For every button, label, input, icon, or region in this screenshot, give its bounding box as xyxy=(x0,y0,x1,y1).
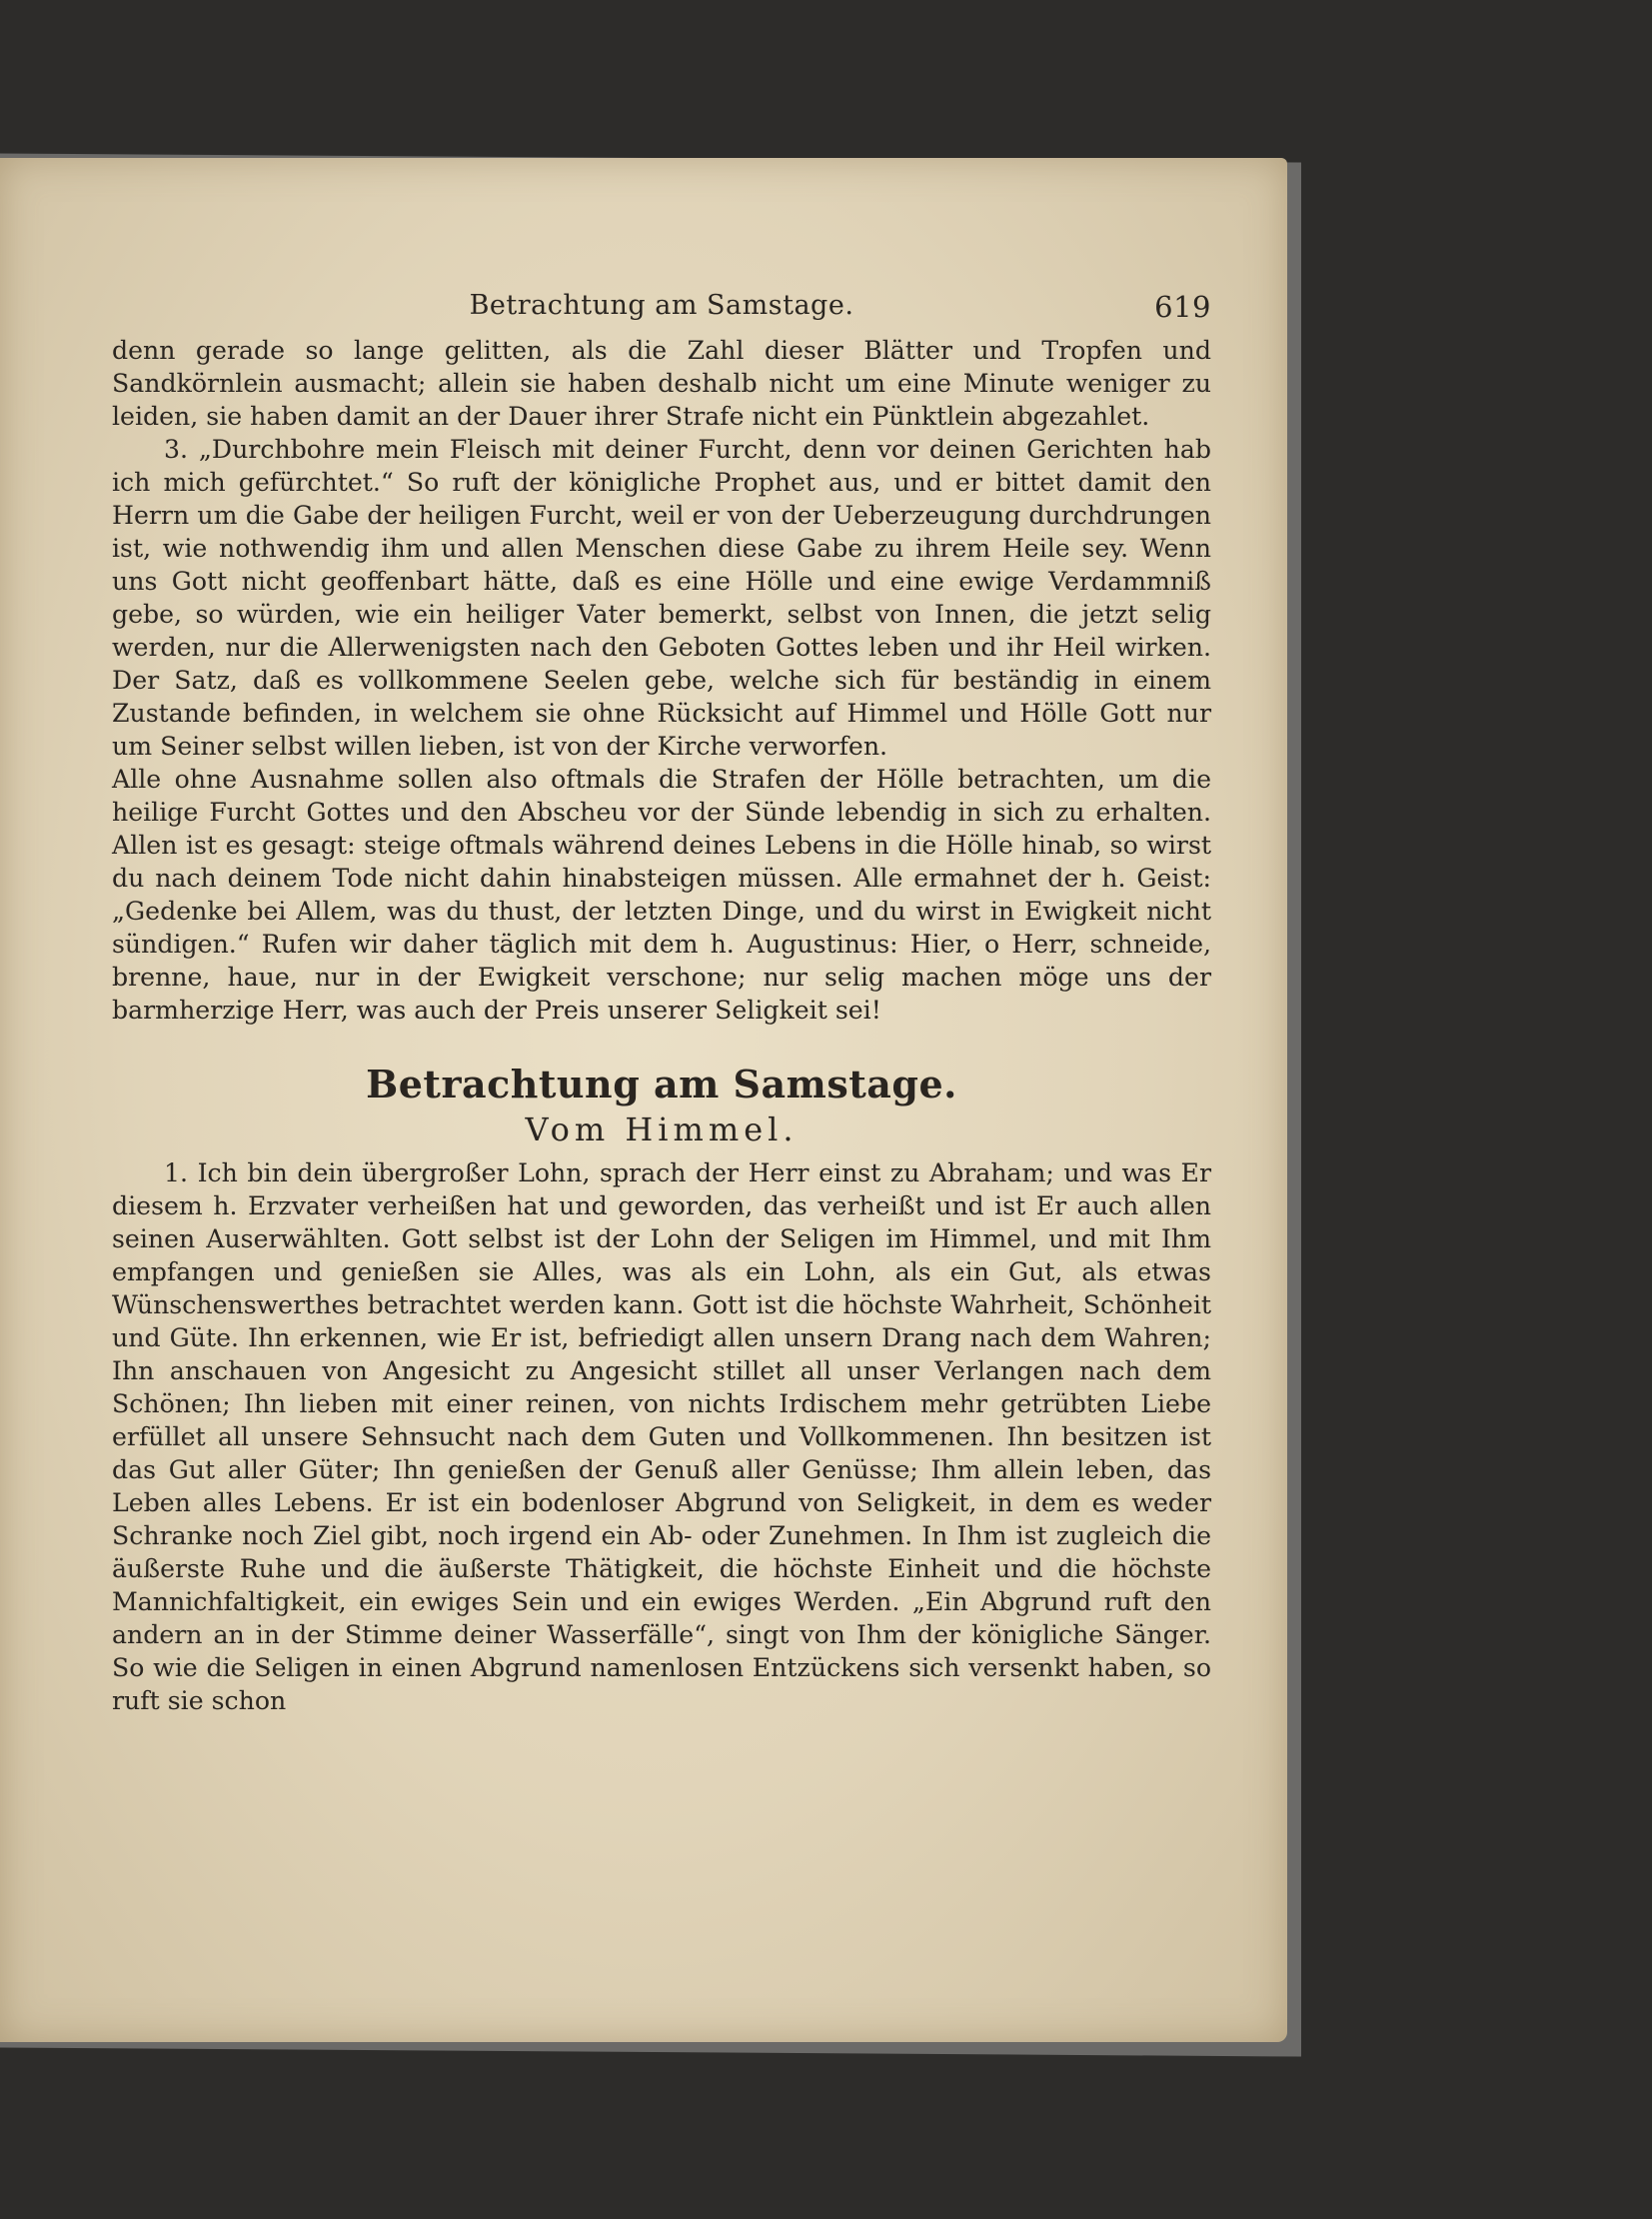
running-head xyxy=(112,284,1211,334)
paragraph-alle: Alle ohne Ausnahme sollen also oftmals die Strafen der Hölle betrachten, um die heilige Furcht Gottes und den Abscheu vor der Sünde lebendig in sich zu erhalten. Allen ist es gesagt: steige oftmals während deines Lebens in die Hölle hinab, so wirst du nach deinem Tode nicht dahin hinabsteigen müssen. Alle ermahnet der h. Geist: „Gedenke bei Allem, was du thust, der letzten Dinge, und du wirst in Ewigkeit nicht sündigen.“ Rufen wir daher täglich mit dem h. Augustinus: Hier, o Herr, schneide, brenne, haue, nur in der Ewigkeit verschone; nur selig machen möge uns der barmherzige Herr, was auch der Preis unserer Seligkeit sei! xyxy=(112,765,1211,1025)
page-content xyxy=(112,284,1211,1717)
running-head-title: Betrachtung am Samstage. xyxy=(469,290,854,321)
section-subtitle: Vom Himmel. xyxy=(525,1110,799,1148)
paragraph-1: 1. Ich bin dein übergroßer Lohn, sprach der Herr einst zu Abraham; und was Er diesem h. Erzvater verheißen hat und geworden, das verheißt und ist Er auch allen seinen Auserwählten. Gott selbst ist der Lohn der Seligen im Himmel, und mit Ihm empfangen und genießen sie Alles, was als ein Lohn, als ein Gut, als etwas Wünschenswerthes betrachtet werden kann. Gott ist die höchste Wahrheit, Schönheit und Güte. Ihn erkennen, wie Er ist, befriedigt allen unsern Drang nach dem Wahren; Ihn anschauen von Angesicht zu Angesicht stillet all unser Verlangen nach dem Schönen; Ihn lieben mit einer reinen, von nichts Irdischem mehr getrübten Liebe erfüllet all unsere Sehnsucht nach dem Guten und Vollkommenen. Ihn besitzen ist das Gut aller Güter; Ihn genießen der Genuß aller Genüsse; Ihm allein leben, das Leben alles Lebens. Er ist ein bodenloser Abgrund von Seligkeit, in dem es weder Schranke noch Ziel gibt, noch irgend ein Ab- oder Zunehmen. In Ihm ist zugleich die äußerste Ruhe und die äußerste Thätigkeit, die höchste Einheit und die höchste Mannichfaltigkeit, ein ewiges Sein und ein ewiges Werden. „Ein Abgrund ruft den andern an in der Stimme deiner Wasserfälle“, singt von Ihm der königliche Sänger. So wie die Seligen in einen Abgrund namenlosen Entzückens sich versenkt haben, so ruft sie schon xyxy=(112,1158,1211,1715)
section-title: Betrachtung am Samstage. xyxy=(366,1062,957,1107)
text-block-before xyxy=(112,334,1211,1027)
paragraph-3: 3. „Durchbohre mein Fleisch mit deiner Furcht, denn vor deinen Gerichten hab ich mich gefürchtet.“ So ruft der königliche Prophet aus, und er bittet damit den Herrn um die Gabe der heiligen Furcht, weil er von der Ueberzeugung durchdrungen ist, wie nothwendig ihm und allen Menschen diese Gabe zu ihrem Heile sey. Wenn uns Gott nicht geoffenbart hätte, daß es eine Hölle und eine ewige Verdammniß gebe, so würden, wie ein heiliger Vater bemerkt, selbst von Innen, die jetzt selig werden, nur die Allerwenigsten nach den Geboten Gottes leben und ihr Heil wirken. Der Satz, daß es vollkommene Seelen gebe, welche sich für beständig in einem Zustande befinden, in welchem sie ohne Rücksicht auf Himmel und Hölle Gott nur um Seiner selbst willen lieben, ist von der Kirche verworfen. xyxy=(112,435,1211,761)
book-page xyxy=(0,158,1287,2042)
paragraph-continuation: denn gerade so lange gelitten, als die Zahl dieser Blätter und Tropfen und Sandkörnlein ausmacht; allein sie haben deshalb nicht um eine Minute weniger zu leiden, sie haben damit an der Dauer ihrer Strafe nicht ein Pünktlein abgezahlet. xyxy=(112,336,1211,431)
text-block-after xyxy=(112,1156,1211,1717)
page-number: 619 xyxy=(1154,290,1211,324)
